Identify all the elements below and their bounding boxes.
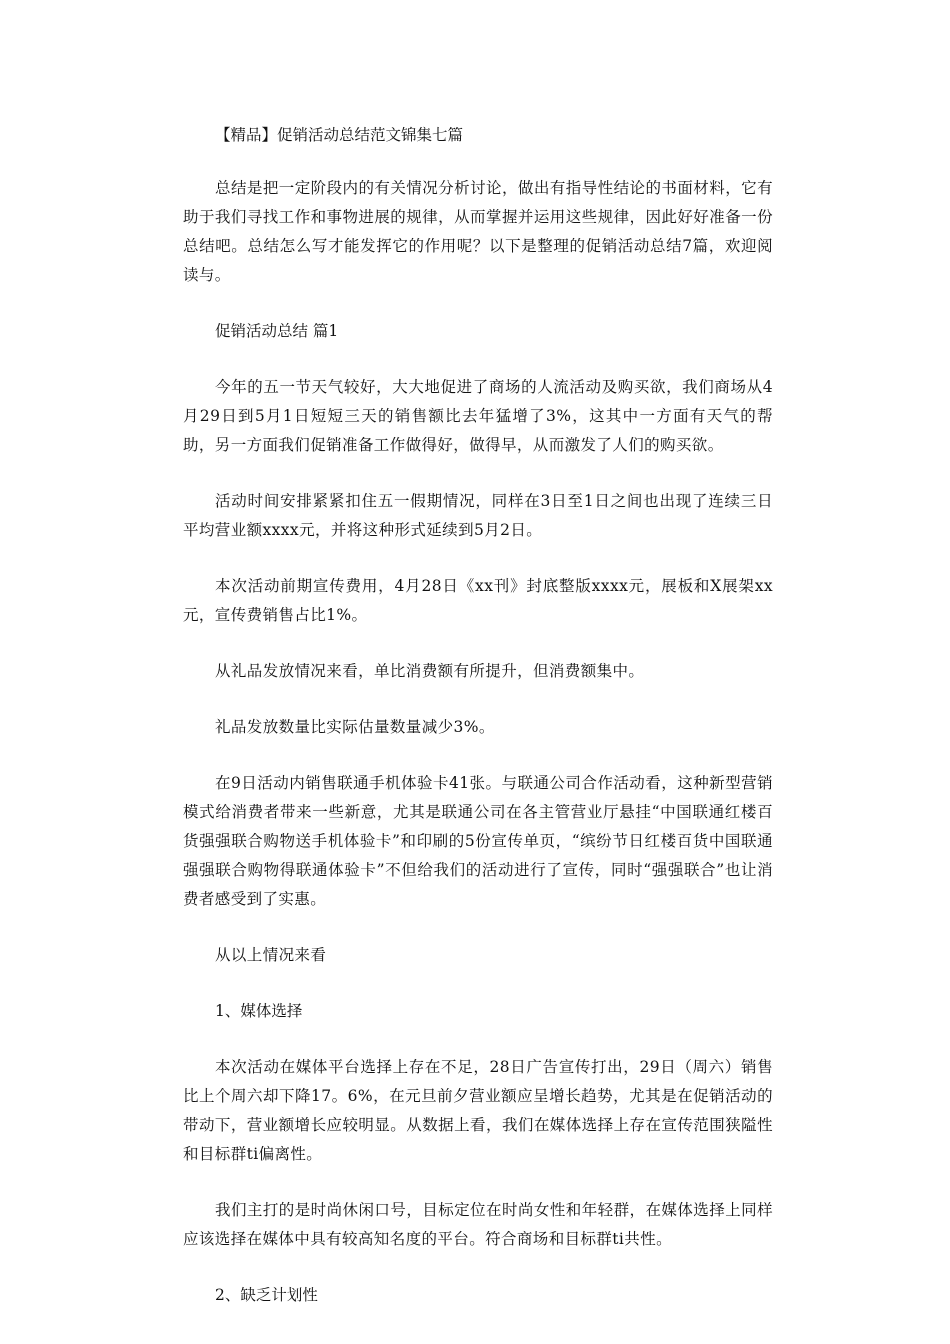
subheading-media: 1、媒体选择 [215,1002,303,1020]
intro-paragraph: 总结是把一定阶段内的有关情况分析讨论，做出有指导性结论的书面材料，它有助于我们寻找工作和事物进展的规律，从而掌握并运用这些规律，因此好好准备一份总结吧。总结怎么写才能发挥它的作用呢？以下是整理的促销活动总结7篇，欢迎阅读与。 [183,179,773,284]
paragraph-unicom: 在9日活动内销售联通手机体验卡41张。与联通公司合作活动看，这种新型营销模式给消费者带来一些新意，尤其是联通公司在各主管营业厅悬挂“中国联通红楼百货强强联合购物送手机体验卡”和印刷的5份宣传单页，“缤纷节日红楼百货中国联通强强联合购物得联通体验卡”不但给我们的活动进行了宣传，同时“强强联合”也让消费者感受到了实惠。 [183,774,773,908]
paragraph-schedule: 活动时间安排紧紧扣住五一假期情况，同样在3日至1日之间也出现了连续三日平均营业额xxxx元，并将这种形式延续到5月2日。 [183,492,773,539]
document-body [183,120,773,1337]
document-title: 【精品】促销活动总结范文锦集七篇 [215,126,464,144]
paragraph-media-analysis: 本次活动在媒体平台选择上存在不足，28日广告宣传打出，29日（周六）销售比上个周六却下降17。6%，在元旦前夕营业额应呈增长趋势，尤其是在促销活动的带动下，营业额增长应较明显。从数据上看，我们在媒体选择上存在宣传范围狭隘性和目标群ti偏离性。 [183,1058,773,1163]
paragraph-ad-cost: 本次活动前期宣传费用，4月28日《xx刊》封底整版xxxx元，展板和X展架xx元，宣传费销售占比1%。 [183,577,773,624]
paragraph-summary-lead: 从以上情况来看 [215,946,327,964]
paragraph-gift-quantity: 礼品发放数量比实际估量数量减少3%。 [215,718,495,736]
section-heading: 促销活动总结 篇1 [215,322,339,340]
paragraph-media-target: 我们主打的是时尚休闲口号，目标定位在时尚女性和年轻群，在媒体选择上同样应该选择在媒体中具有较高知名度的平台。符合商场和目标群ti共性。 [183,1201,773,1248]
paragraph-sales-overview: 今年的五一节天气较好，大大地促进了商场的人流活动及购买欲，我们商场从4月29日到5月1日短短三天的销售额比去年猛增了3%，这其中一方面有天气的帮助，另一方面我们促销准备工作做得好，做得早，从而激发了人们的购买欲。 [183,378,773,454]
subheading-planning: 2、缺乏计划性 [215,1286,318,1304]
paragraph-gifts: 从礼品发放情况来看，单比消费额有所提升，但消费额集中。 [215,662,645,680]
